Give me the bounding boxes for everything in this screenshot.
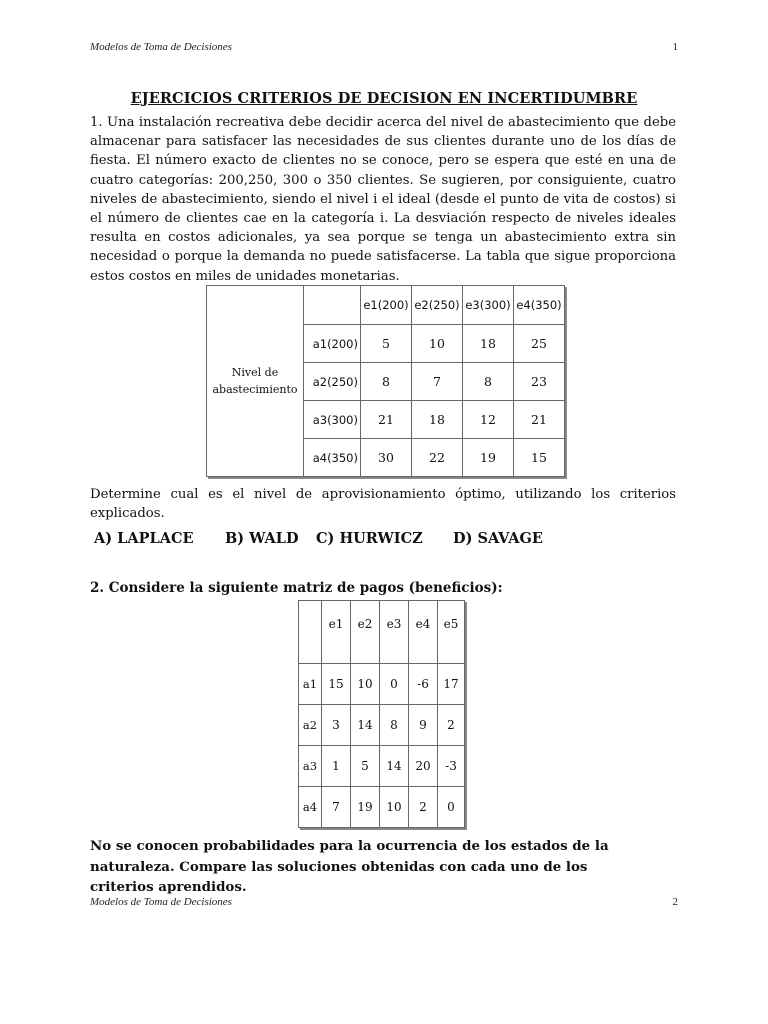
- payoff-table: [298, 600, 465, 828]
- row-header: a1: [299, 664, 322, 705]
- table-cell: 25: [514, 325, 565, 363]
- table-cell: 8: [361, 363, 412, 401]
- table-cell: 10: [380, 787, 409, 828]
- criterion-savage: D) SAVAGE: [453, 530, 543, 547]
- table-cell: 19: [351, 787, 380, 828]
- column-header: e4: [409, 601, 438, 664]
- row-group-label: [207, 286, 304, 477]
- exercise-1-instruction: Determine cual es el nivel de aprovisionamiento óptimo, utilizando los criterios explicados.: [90, 487, 676, 522]
- table-cell: 22: [412, 439, 463, 477]
- column-header: e2(250): [412, 286, 463, 325]
- table-cell: 18: [463, 325, 514, 363]
- column-header: e4(350): [514, 286, 565, 325]
- column-header: e1: [322, 601, 351, 664]
- column-header: e2: [351, 601, 380, 664]
- page-number: 2: [672, 896, 678, 908]
- table-cell: 14: [380, 746, 409, 787]
- table-cell: 15: [322, 664, 351, 705]
- table-cell: 5: [351, 746, 380, 787]
- table-cell: 10: [412, 325, 463, 363]
- table-cell: 21: [514, 401, 565, 439]
- table-cell: 2: [409, 787, 438, 828]
- corner-cell: [299, 601, 322, 664]
- table-cell: 23: [514, 363, 565, 401]
- table-row: [299, 787, 465, 828]
- table-cell: 8: [463, 363, 514, 401]
- table-cell: 3: [322, 705, 351, 746]
- column-header: e3: [380, 601, 409, 664]
- row-header: a2: [299, 705, 322, 746]
- table-cell: 0: [380, 664, 409, 705]
- row-header: a3: [299, 746, 322, 787]
- criterion-wald: B) WALD: [225, 530, 299, 547]
- table-cell: 19: [463, 439, 514, 477]
- table-cell: 10: [351, 664, 380, 705]
- exercise-2-text: No se conocen probabilidades para la ocurrencia de los estados de la naturaleza. Compare las soluciones obtenidas con cada uno de los criterios aprendidos.: [90, 838, 609, 895]
- column-header: e5: [438, 601, 465, 664]
- criterion-laplace: A) LAPLACE: [94, 530, 194, 547]
- row-group-label-line2: abastecimiento: [212, 383, 298, 396]
- table-cell: -3: [438, 746, 465, 787]
- exercise-1-text: 1. Una instalación recreativa debe decidir acerca del nivel de abastecimiento que debe almacenar para satisfacer las necesidades de sus clientes durante uno de los días de fiesta. El número exacto de clientes no se conoce, pero se espera que esté en una de cuatro categorías: 200,250, 300 o 350 clientes. Se sugieren, por consiguiente, cuatro niveles de abastecimiento, siendo el nivel i el ideal (desde el punto de vita de costos) si el número de clientes cae en la categoría i. La desviación respecto de niveles ideales resulta en costos adicionales, ya sea porque se tenga un abastecimiento extra sin necesidad o porque la demanda no puede satisfacerse. La tabla que sigue proporciona estos costos en miles de unidades monetarias.: [90, 115, 676, 284]
- page-header: [90, 896, 678, 908]
- table-cell: 18: [412, 401, 463, 439]
- table-cell: 7: [412, 363, 463, 401]
- row-group-label-line1: Nivel de: [231, 366, 279, 379]
- table-row: [299, 746, 465, 787]
- header-title: Modelos de Toma de Decisiones: [90, 41, 232, 53]
- table-cell: 0: [438, 787, 465, 828]
- table-cell: 12: [463, 401, 514, 439]
- table-cell: 15: [514, 439, 565, 477]
- row-header: a1(200): [304, 325, 361, 363]
- row-header: a4: [299, 787, 322, 828]
- document-title: EJERCICIOS CRITERIOS DE DECISION EN INCERTIDUMBRE: [130, 90, 638, 107]
- table-cell: 7: [322, 787, 351, 828]
- header-row: [299, 601, 465, 664]
- row-header: a4(350): [304, 439, 361, 477]
- cost-table: [206, 285, 565, 477]
- table-cell: 30: [361, 439, 412, 477]
- criterion-hurwicz: C) HURWICZ: [316, 530, 423, 547]
- corner-cell: [304, 286, 361, 325]
- column-header: e3(300): [463, 286, 514, 325]
- page-number: 1: [672, 41, 678, 53]
- page-header: [90, 41, 678, 53]
- table-cell: -6: [409, 664, 438, 705]
- table-row: [299, 705, 465, 746]
- table-cell: 20: [409, 746, 438, 787]
- header-title: Modelos de Toma de Decisiones: [90, 896, 232, 908]
- table-cell: 17: [438, 664, 465, 705]
- table-cell: 1: [322, 746, 351, 787]
- table-cell: 5: [361, 325, 412, 363]
- column-header: e1(200): [361, 286, 412, 325]
- exercise-2-heading: 2. Considere la siguiente matriz de pagos (beneficios):: [90, 580, 503, 596]
- table-row: [299, 664, 465, 705]
- table-cell: 8: [380, 705, 409, 746]
- table-cell: 21: [361, 401, 412, 439]
- row-header: a3(300): [304, 401, 361, 439]
- table-cell: 9: [409, 705, 438, 746]
- row-header: a2(250): [304, 363, 361, 401]
- table-cell: 14: [351, 705, 380, 746]
- table-cell: 2: [438, 705, 465, 746]
